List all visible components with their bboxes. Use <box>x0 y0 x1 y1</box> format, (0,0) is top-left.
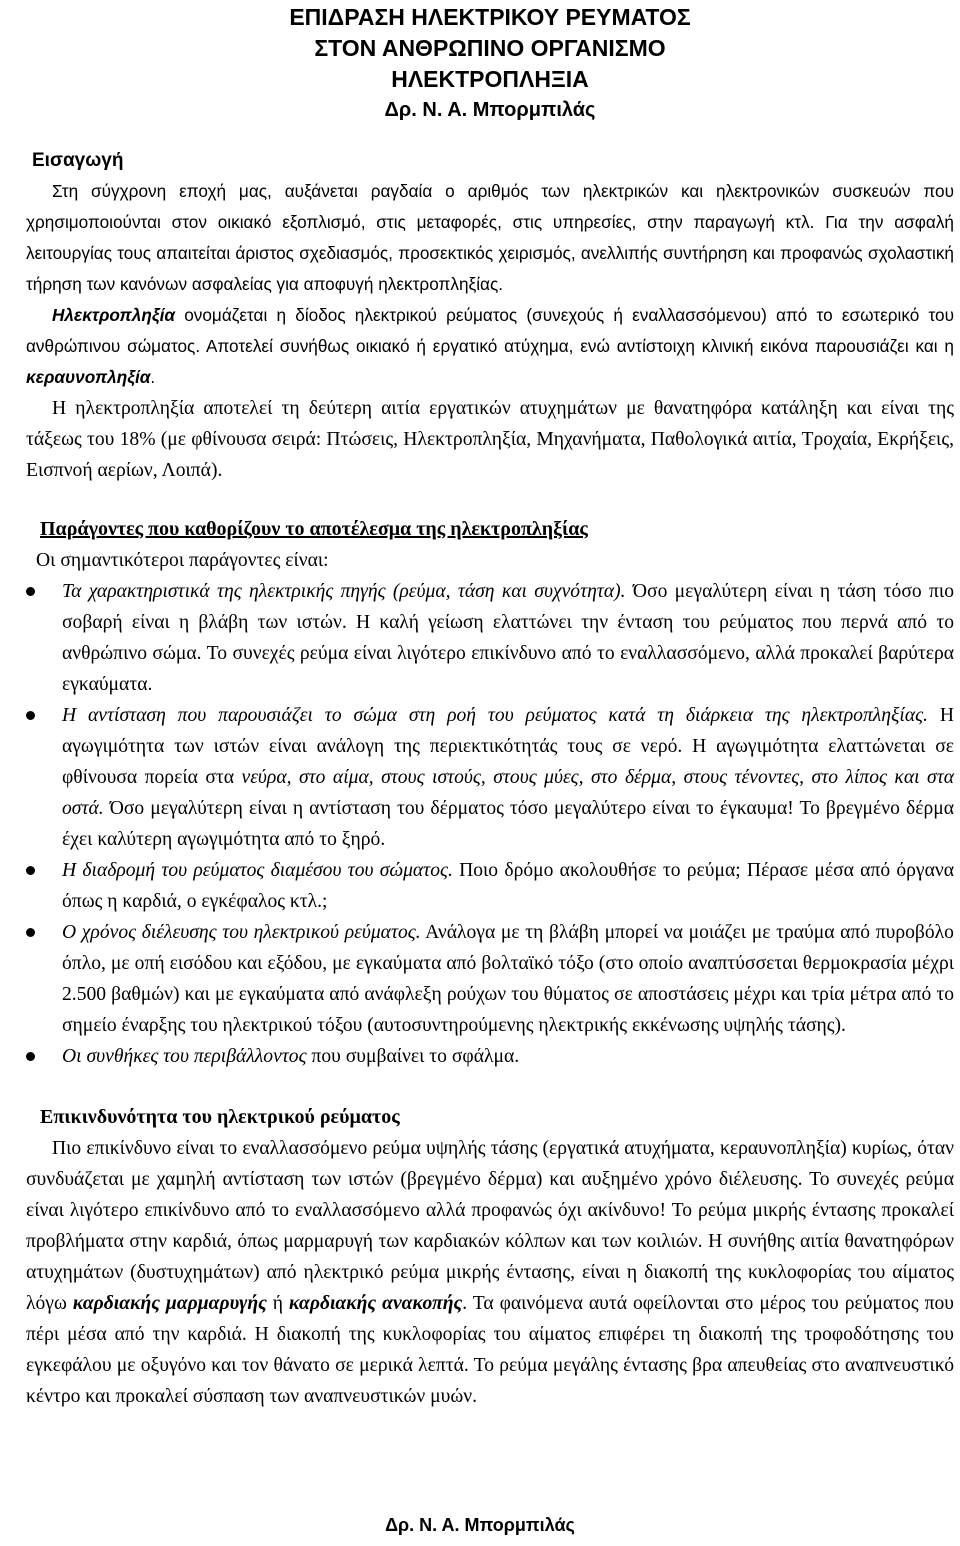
title-line-3: ΗΛΕΚΤΡΟΠΛΗΞΙΑ <box>391 66 589 92</box>
factor-text: που συμβαίνει το σφάλμα. <box>306 1046 520 1067</box>
factors-heading: Παράγοντες που καθορίζουν το αποτέλεσμα της ηλεκτροπληξίας <box>40 518 588 540</box>
term-lightning-strike: κεραυνοπληξία <box>26 367 151 387</box>
list-item <box>26 700 954 855</box>
bullet-icon <box>26 711 35 720</box>
list-item <box>26 855 954 917</box>
intro-paragraph-1: Στη σύγχρονη εποχή μας, αυξάνεται ραγδαία ο αριθμός των ηλεκτρικών και ηλεκτρονικών συσκευών που χρησιμοποιούνται στον οικιακό εξοπλισμό, στις μεταφορές, στις υπηρεσίες, στην παραγωγή κτλ. Για την ασφαλή λειτουργίας τους απαιτείται άριστος σχεδιασμός, προσεκτικός χειρισμός, ανελλιπής συντήρηση και προφανώς σχολαστική τήρηση των κανόνων ασφαλείας για αποφυγή ηλεκτροπληξίας. <box>26 181 954 294</box>
term-cardiac-fibrillation: καρδιακής μαρμαρυγής <box>72 1293 267 1314</box>
intro-paragraph-2-end: . <box>150 367 156 387</box>
danger-text-mid: ή <box>266 1293 290 1314</box>
title-line-2: ΣΤΟΝ ΑΝΘΡΩΠΙΝΟ ΟΡΓΑΝΙΣΜΟ <box>314 35 666 61</box>
document-page <box>26 0 954 1412</box>
list-item <box>26 917 954 1041</box>
factor-italic-text: νεύρα, στο αίμα, στους ιστούς, στους μύες, στο δέρμα, στους τένοντες, στο λίπος και στα οστά. <box>62 767 954 819</box>
danger-text-2: . Τα φαινόμενα αυτά οφείλονται στο μέρος του ρεύματος που πέρι μέσα από την καρδιά. Η διακοπή της κυκλοφορίας του αίματος επιφέρει τη διακοπή της τροφοδότησης του εγκεφάλου με οξυγόνο και τον θάνατο σε μερικά λεπτά. Το ρεύμα μεγάλης έντασης βρα απευθείας στο αναπνευστικό κέντρο και προκαλεί σύσπαση των αναπνευστικών μυών. <box>26 1293 954 1407</box>
bullet-icon <box>26 1052 35 1061</box>
factor-title: Η αντίσταση που παρουσιάζει το σώμα στη ροή του ρεύματος κατά τη διάρκεια της ηλεκτροπληξίας. <box>62 705 928 726</box>
factor-text: Όσο μεγαλύτερη είναι η τάση τόσο πιο σοβαρή είναι η βλάβη των ιστών. Η καλή γείωση ελαττώνει την ένταση του ρεύματος που περνά από το ανθρώπινο σώμα. Το συνεχές ρεύμα είναι λιγότερο επικίνδυνο από το εναλλασσόμενο, αλλά προκαλεί βαρύτερα εγκαύματα. <box>62 581 954 695</box>
term-electrocution: Ηλεκτροπληξία <box>52 305 176 325</box>
list-item <box>26 1041 954 1072</box>
factors-lead: Οι σημαντικότεροι παράγοντες είναι: <box>36 550 329 571</box>
intro-paragraph-2-text: ονομάζεται η δίοδος ηλεκτρικού ρεύματος (συνεχούς ή εναλλασσόμενου) από το εσωτερικό του ανθρώπινου σώματος. Αποτελεί συνήθως οικιακό ή εργατικό ατύχημα, ενώ αντίστοιχη κλινική εικόνα παρουσιάζει και η <box>26 305 954 356</box>
factors-list <box>26 576 954 1072</box>
danger-section <box>26 1102 954 1412</box>
danger-text-1: Πιο επικίνδυνο είναι το εναλλασσόμενο ρεύμα υψηλής τάσης (εργατικά ατυχήματα, κεραυνοπληξία) κυρίως, όταν συνδυάζεται με χαμηλή αντίσταση των ιστών (βρεγμένο δέρμα) και αυξημένο χρόνο διέλευσης. Το συνεχές ρεύμα είναι λιγότερο επικίνδυνο από το εναλλασσόμενο αλλά προφανώς όχι ακίνδυνο! Το ρεύμα μικρής έντασης προκαλεί προβλήματα στην καρδιά, όπως μαρμαρυγή των καρδιακών κόλπων και των κοιλιών. Η συνήθης αιτία θανατηφόρων ατυχημάτων (δυστυχημάτων) από ηλεκτρικό ρεύμα μικρής έντασης, είναι η διακοπή της κυκλοφορίας του αίματος λόγω <box>26 1138 954 1314</box>
factor-title: Τα χαρακτηριστικά της ηλεκτρικής πηγής (ρεύμα, τάση και συχνότητα). <box>62 581 626 602</box>
intro-heading: Εισαγωγή <box>32 150 124 171</box>
intro-paragraph-2 <box>26 300 954 393</box>
stats-section <box>26 393 954 486</box>
factor-text: Ανάλογα με τη βλάβη μπορεί να μοιάζει με τραύμα από πυροβόλο όπλο, με οπή εισόδου και εξόδου, με εγκαύματα από βολταϊκό τόξο (στο οποίο αναπτύσσεται θερμοκρασία μέχρι 2.500 βαθμών) και με εγκαύματα από ανάφλεξη ρούχων του θύματος σε αποστάσεις μέχρι και τρία μέτρα από το σημείο έναρξης του ηλεκτρικού τόξου (αυτοσυντηρούμενης ηλεκτρικής εκκένωσης υψηλής τάσης). <box>62 922 954 1036</box>
factor-title: Ο χρόνος διέλευσης του ηλεκτρικού ρεύματος. <box>62 922 421 943</box>
factor-text: Η αγωγιμότητα των ιστών είναι ανάλογη της περιεκτικότητάς τους σε νερό. Η αγωγιμότητα ελαττώνεται σε φθίνουσα πορεία στα <box>62 705 954 788</box>
bullet-icon <box>26 587 35 596</box>
term-cardiac-arrest: καρδιακής ανακοπής <box>289 1293 463 1314</box>
danger-heading: Επικινδυνότητα του ηλεκτρικού ρεύματος <box>40 1106 400 1128</box>
factor-title: Η διαδρομή του ρεύματος διαμέσου του σώματος. <box>62 860 453 881</box>
title-author: Δρ. Ν. Α. Μπορμπιλάς <box>384 99 596 121</box>
factor-text: Ποιο δρόμο ακολουθήσε το ρεύμα; Πέρασε μέσα από όργανα όπως η καρδιά, ο εγκέφαλος κτλ.; <box>62 860 954 912</box>
factor-text-end: Όσο μεγαλύτερη είναι η αντίσταση του δέρματος τόσο μεγαλύτερο είναι το έγκαυμα! Το βρεγμένο δέρμα έχει καλύτερη αγωγιμότητα από το ξηρό. <box>62 798 954 850</box>
factor-title: Οι συνθήκες του περιβάλλοντος <box>62 1046 307 1067</box>
list-item <box>26 576 954 700</box>
stats-paragraph: Η ηλεκτροπληξία αποτελεί τη δεύτερη αιτία εργατικών ατυχημάτων με θανατηφόρα κατάληξη και είναι της τάξεως του 18% (με φθίνουσα σειρά: Πτώσεις, Ηλεκτροπληξία, Μηχανήματα, Παθολογικά αιτία, Τροχαία, Εκρήξεις, Εισπνοή αερίων, Λοιπά). <box>26 398 954 481</box>
bullet-icon <box>26 866 35 875</box>
factors-section <box>26 514 954 1072</box>
title-line-1: ΕΠΙΔΡΑΣΗ ΗΛΕΚΤΡΙΚΟΥ ΡΕΥΜΑΤΟΣ <box>289 4 691 30</box>
bullet-icon <box>26 928 35 937</box>
page-footer: Δρ. Ν. Α. Μπορμπιλάς <box>385 1515 575 1535</box>
document-title-block <box>26 0 954 125</box>
danger-paragraph <box>26 1133 954 1412</box>
intro-section <box>26 145 954 393</box>
